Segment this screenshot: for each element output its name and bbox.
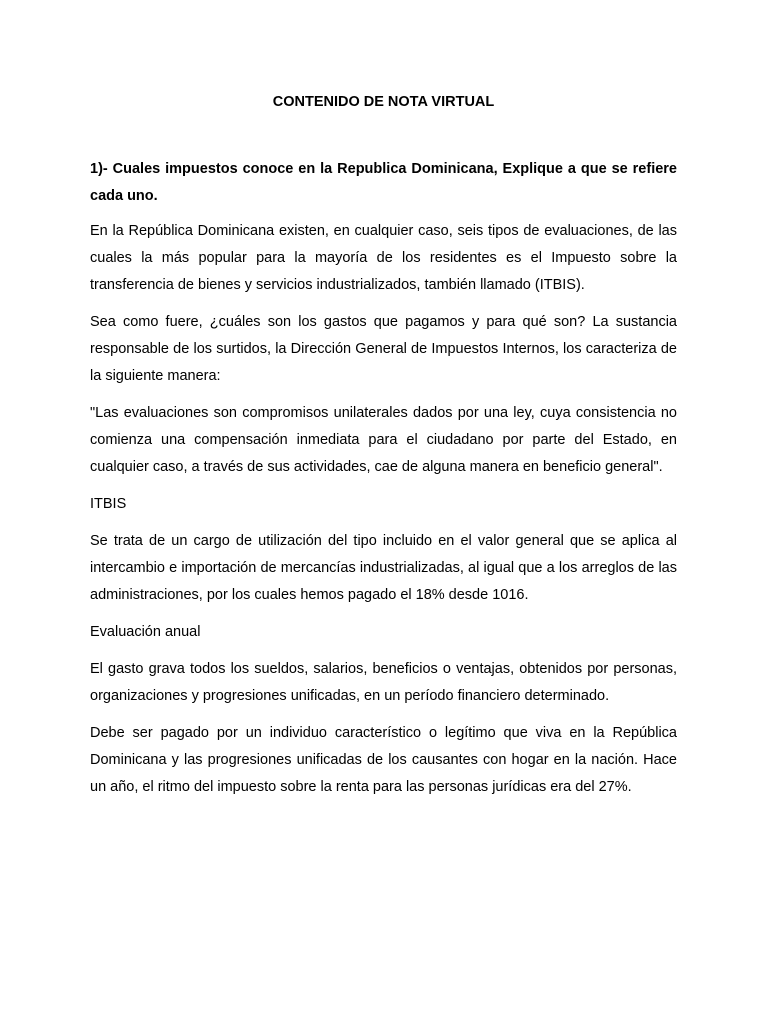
question-heading: 1)- Cuales impuestos conoce en la Republica Dominicana, Explique a que se refiere cada uno. — [90, 161, 677, 204]
paragraph-intro: En la República Dominicana existen, en cualquier caso, seis tipos de evaluaciones, de las cuales la más popular para la mayoría de los residentes es el Impuesto sobre la transferencia de bienes y servicios industrializados, también llamado (ITBIS). — [90, 223, 677, 293]
paragraph-question-taxes: Sea como fuere, ¿cuáles son los gastos que pagamos y para qué son? La sustancia responsable de los surtidos, la Dirección General de Impuestos Internos, los caracteriza de la siguiente manera: — [90, 314, 677, 384]
paragraph-income-tax: Debe ser pagado por un individuo característico o legítimo que viva en la República Dominicana y las progresiones unificadas de los causantes con hogar en la nación. Hace un año, el ritmo del impuesto sobre la renta para las personas jurídicas era del 27%. — [90, 725, 677, 795]
paragraph-quote: "Las evaluaciones son compromisos unilaterales dados por una ley, cuya consistencia no comienza una compensación inmediata para el ciudadano por parte del Estado, en cualquier caso, a través de sus actividades, cae de alguna manera en beneficio general". — [90, 405, 677, 475]
paragraph-itbis: Se trata de un cargo de utilización del tipo incluido en el valor general que se aplica al intercambio e importación de mercancías industrializadas, al igual que a los arreglos de las administraciones, por los cuales hemos pagado el 18% desde 1016. — [90, 533, 677, 603]
paragraph-annual-tax: El gasto grava todos los sueldos, salarios, beneficios o ventajas, obtenidos por personas, organizaciones y progresiones unificadas, en un período financiero determinado. — [90, 661, 677, 704]
section-heading-annual: Evaluación anual — [90, 624, 201, 640]
document-title: CONTENIDO DE NOTA VIRTUAL — [272, 94, 495, 110]
document-body — [90, 218, 677, 811]
section-heading-itbis: ITBIS — [90, 496, 127, 512]
